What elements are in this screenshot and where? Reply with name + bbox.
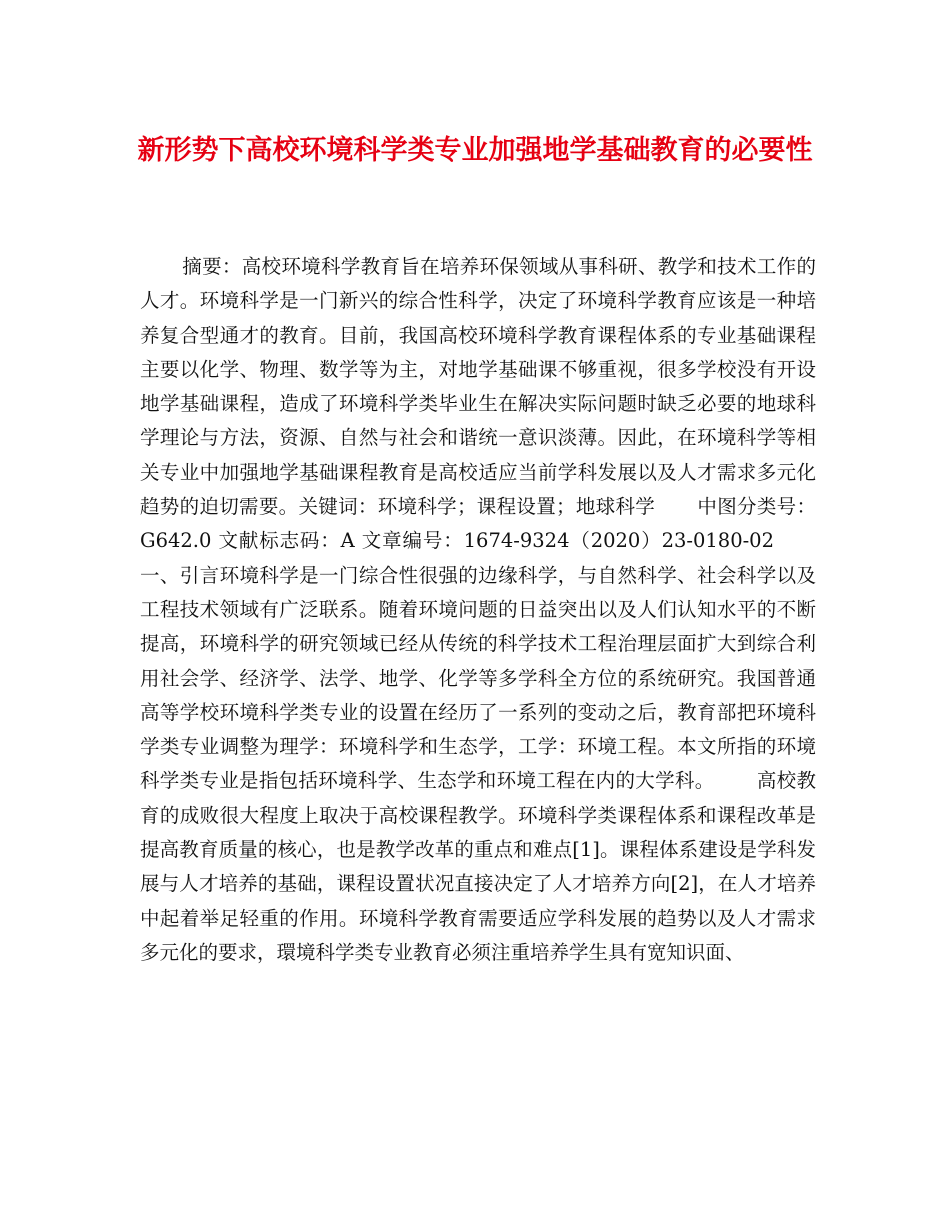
keywords-text: 关键词：环境科学；课程设置；地球科学 bbox=[298, 495, 656, 519]
classification-text: 中图分类号：G642.0 文献标志码：A 文章编号：1674-9324（2020）23-0180-02 bbox=[140, 495, 816, 553]
intro-paragraph: 环境科学是一门综合性很强的边缘科学，与自然科学、社会科学以及工程技术领域有广泛联系。随着环境问题的日益突出以及人们认知水平的不断提高，环境科学的研究领域已经从传统的科学技术工程治理层面扩大到综合利用社会学、经济学、法学、地学、化学等多学科全方位的系统研究。我国普通高等学校环境科学类专业的设置在经历了一系列的变动之后，教育部把环境科学类专业调整为理学：环境科学和生态学，工学：环境工程。本文所指的环境科学类专业是指包括环境科学、生态学和环境工程在内的大学科。 bbox=[140, 563, 816, 793]
document-body bbox=[140, 250, 816, 970]
document-title: 新形势下高校环境科学类专业加强地学基础教育的必要性 bbox=[137, 135, 813, 166]
abstract-text: 摘要：高校环境科学教育旨在培养环保领域从事科研、教学和技术工作的人才。环境科学是一门新兴的综合性科学，决定了环境科学教育应该是一种培养复合型通才的教育。目前，我国高校环境科学教育课程体系的专业基础课程主要以化学、物理、数学等为主，对地学基础课不够重视，很多学校没有开设地学基础课程，造成了环境科学类毕业生在解决实际问题时缺乏必要的地球科学理论与方法，资源、自然与社会和谐统一意识淡薄。因此，在环境科学等相关专业中加强地学基础课程教育是高校适应当前学科发展以及人才需求多元化趋势的迫切需要。 bbox=[140, 255, 816, 519]
body-text bbox=[140, 250, 816, 970]
second-paragraph: 高校教育的成败很大程度上取决于高校课程教学。环境科学类课程体系和课程改革是提高教育质量的核心，也是教学改革的重点和难点[1]。课程体系建设是学科发展与人才培养的基础，课程设置状况直接决定了人才培养方向[2]，在人才培养中起着举足轻重的作用。环境科学教育需要适应学科发展的趋势以及人才需求多元化的要求，環境科学类专业教育必须注重培养学生具有宽知识面、 bbox=[140, 769, 816, 964]
section-heading: 一、引言 bbox=[140, 563, 220, 587]
